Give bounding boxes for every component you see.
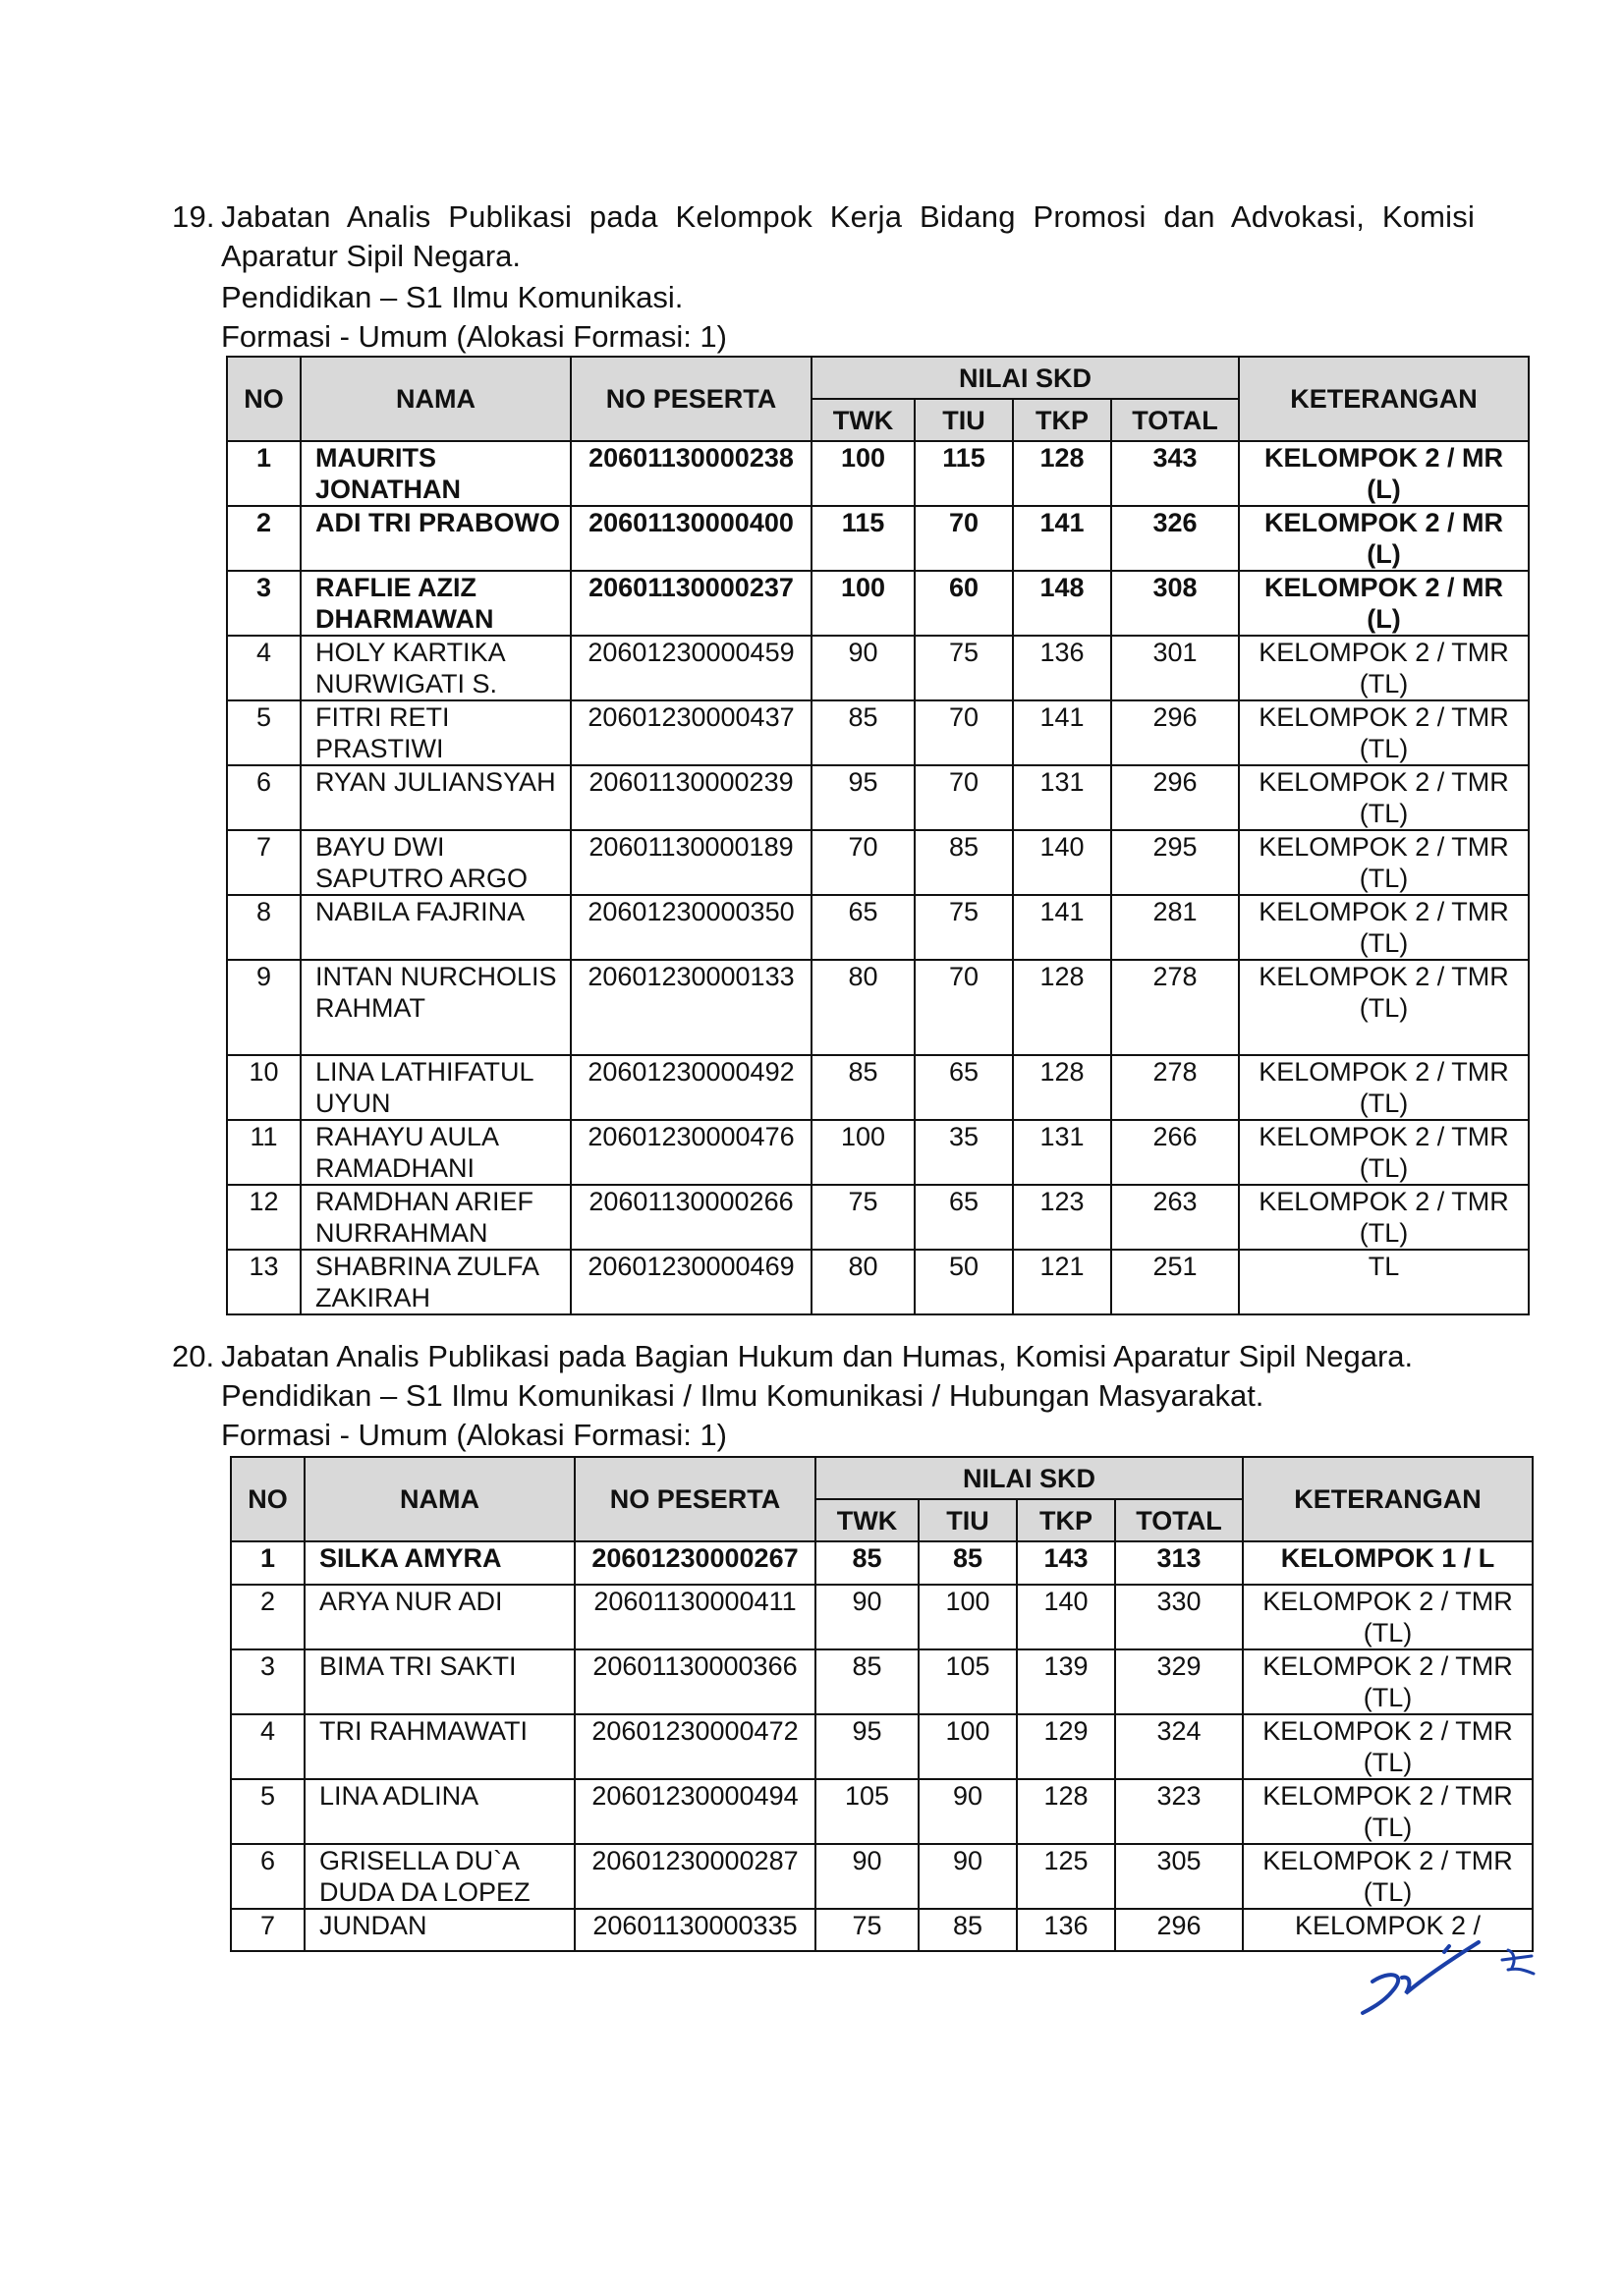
cell-nama: ARYA NUR ADI [305,1585,575,1649]
cell-total: 281 [1111,895,1239,960]
cell-no-peserta: 20601130000239 [571,765,812,830]
cell-no-peserta: 20601230000476 [571,1120,812,1185]
cell-no-peserta: 20601230000459 [571,636,812,700]
cell-keterangan: KELOMPOK 2 / TMR (TL) [1239,1120,1529,1185]
cell-tiu: 70 [915,765,1013,830]
cell-nama: LINA ADLINA [305,1779,575,1844]
table-row [227,1055,1529,1120]
cell-twk: 65 [812,895,915,960]
cell-total: 296 [1111,765,1239,830]
cell-no-peserta: 20601230000469 [571,1250,812,1314]
cell-keterangan: KELOMPOK 1 / L [1243,1541,1533,1585]
header-nilai-skd: NILAI SKD [812,357,1239,399]
cell-tiu: 85 [919,1541,1017,1585]
cell-no: 1 [227,441,301,506]
section-20-education: Pendidikan – S1 Ilmu Komunikasi / Ilmu Komunikasi / Hubungan Masyarakat. [221,1378,1264,1413]
cell-total: 308 [1111,571,1239,636]
cell-no: 3 [231,1649,305,1714]
cell-tkp: 136 [1017,1909,1115,1951]
section-20-results-table [230,1456,1534,1952]
header-tkp: TKP [1013,399,1111,441]
cell-nama: NABILA FAJRINA [301,895,571,960]
cell-tkp: 136 [1013,636,1111,700]
cell-no: 4 [227,636,301,700]
cell-keterangan: KELOMPOK 2 / [1243,1909,1533,1951]
table-row [227,506,1529,571]
cell-total: 313 [1115,1541,1243,1585]
cell-tkp: 131 [1013,765,1111,830]
cell-keterangan: KELOMPOK 2 / TMR (TL) [1239,765,1529,830]
section-20-title-line1: Jabatan Analis Publikasi pada Bagian Hukum dan Humas, Komisi Aparatur Sipil Negara. [221,1339,1414,1373]
cell-tiu: 75 [915,895,1013,960]
cell-tiu: 85 [919,1909,1017,1951]
cell-tkp: 128 [1013,1055,1111,1120]
header-tiu: TIU [915,399,1013,441]
cell-total: 323 [1115,1779,1243,1844]
cell-nama: JUNDAN [305,1909,575,1951]
cell-twk: 105 [815,1779,919,1844]
table-row [231,1714,1533,1779]
cell-keterangan: KELOMPOK 2 / TMR (TL) [1239,700,1529,765]
cell-total: 278 [1111,1055,1239,1120]
cell-keterangan: KELOMPOK 2 / TMR (TL) [1239,1185,1529,1250]
cell-tkp: 123 [1013,1185,1111,1250]
cell-nama: HOLY KARTIKA NURWIGATI S. [301,636,571,700]
table-row [231,1779,1533,1844]
cell-twk: 80 [812,960,915,1055]
cell-tkp: 128 [1013,441,1111,506]
cell-nama: FITRI RETI PRASTIWI [301,700,571,765]
table-row [231,1909,1533,1951]
cell-no: 9 [227,960,301,1055]
cell-tiu: 60 [915,571,1013,636]
table-row [227,1250,1529,1314]
section-19-table-body [227,441,1529,1314]
cell-nama: RAFLIE AZIZ DHARMAWAN [301,571,571,636]
cell-total: 266 [1111,1120,1239,1185]
cell-twk: 100 [812,441,915,506]
cell-nama: BAYU DWI SAPUTRO ARGO [301,830,571,895]
table-row [231,1649,1533,1714]
cell-tkp: 148 [1013,571,1111,636]
cell-keterangan: KELOMPOK 2 / TMR (TL) [1243,1649,1533,1714]
cell-tkp: 140 [1013,830,1111,895]
table-row [227,960,1529,1055]
cell-twk: 90 [815,1844,919,1909]
cell-no: 4 [231,1714,305,1779]
cell-tiu: 65 [915,1185,1013,1250]
header-no: NO [231,1457,305,1541]
cell-tkp: 143 [1017,1541,1115,1585]
cell-no-peserta: 20601230000287 [575,1844,815,1909]
header-nilai-skd: NILAI SKD [815,1457,1243,1499]
section-19-title-line2: Aparatur Sipil Negara. [221,239,521,273]
cell-nama: ADI TRI PRABOWO [301,506,571,571]
cell-twk: 115 [812,506,915,571]
section-19-number: 19. [172,199,215,234]
cell-no-peserta: 20601130000335 [575,1909,815,1951]
cell-keterangan: KELOMPOK 2 / TMR (TL) [1243,1585,1533,1649]
cell-no-peserta: 20601130000411 [575,1585,815,1649]
cell-no-peserta: 20601230000267 [575,1541,815,1585]
cell-no: 6 [227,765,301,830]
cell-twk: 70 [812,830,915,895]
cell-tkp: 141 [1013,895,1111,960]
cell-no-peserta: 20601230000350 [571,895,812,960]
cell-twk: 85 [815,1649,919,1714]
cell-keterangan: KELOMPOK 2 / TMR (TL) [1239,895,1529,960]
cell-keterangan: KELOMPOK 2 / MR (L) [1239,571,1529,636]
cell-total: 305 [1115,1844,1243,1909]
cell-keterangan: KELOMPOK 2 / MR (L) [1239,441,1529,506]
cell-total: 263 [1111,1185,1239,1250]
cell-tiu: 90 [919,1844,1017,1909]
header-twk: TWK [815,1499,919,1541]
cell-nama: SILKA AMYRA [305,1541,575,1585]
cell-no-peserta: 20601130000400 [571,506,812,571]
table-row [227,895,1529,960]
cell-no-peserta: 20601230000492 [571,1055,812,1120]
cell-keterangan: KELOMPOK 2 / TMR (TL) [1239,830,1529,895]
header-keterangan: KETERANGAN [1239,357,1529,441]
cell-keterangan: KELOMPOK 2 / TMR (TL) [1243,1779,1533,1844]
section-19-formation: Formasi - Umum (Alokasi Formasi: 1) [221,319,727,354]
cell-total: 301 [1111,636,1239,700]
cell-nama: LINA LATHIFATUL UYUN [301,1055,571,1120]
header-total: TOTAL [1115,1499,1243,1541]
cell-tiu: 100 [919,1714,1017,1779]
cell-total: 278 [1111,960,1239,1055]
table-row [227,700,1529,765]
cell-no: 13 [227,1250,301,1314]
section-19-results-table [226,356,1530,1315]
cell-tiu: 90 [919,1779,1017,1844]
cell-no-peserta: 20601130000189 [571,830,812,895]
cell-total: 295 [1111,830,1239,895]
cell-twk: 90 [815,1585,919,1649]
section-20-formation: Formasi - Umum (Alokasi Formasi: 1) [221,1418,727,1452]
cell-total: 329 [1115,1649,1243,1714]
cell-tkp: 128 [1017,1779,1115,1844]
cell-keterangan: KELOMPOK 2 / TMR (TL) [1239,636,1529,700]
header-tkp: TKP [1017,1499,1115,1541]
cell-tkp: 129 [1017,1714,1115,1779]
cell-nama: BIMA TRI SAKTI [305,1649,575,1714]
cell-tiu: 105 [919,1649,1017,1714]
cell-nama: RYAN JULIANSYAH [301,765,571,830]
cell-nama: SHABRINA ZULFA ZAKIRAH [301,1250,571,1314]
cell-no: 2 [231,1585,305,1649]
cell-tiu: 70 [915,700,1013,765]
table-row [227,830,1529,895]
cell-no: 3 [227,571,301,636]
cell-total: 343 [1111,441,1239,506]
cell-tiu: 115 [915,441,1013,506]
cell-total: 324 [1115,1714,1243,1779]
cell-twk: 85 [815,1541,919,1585]
header-no-peserta: NO PESERTA [571,357,812,441]
cell-nama: GRISELLA DU`A DUDA DA LOPEZ [305,1844,575,1909]
cell-total: 296 [1115,1909,1243,1951]
header-nama: NAMA [301,357,571,441]
cell-tkp: 139 [1017,1649,1115,1714]
cell-tiu: 100 [919,1585,1017,1649]
cell-no-peserta: 20601130000237 [571,571,812,636]
cell-no-peserta: 20601130000266 [571,1185,812,1250]
cell-twk: 100 [812,1120,915,1185]
table-row [231,1844,1533,1909]
cell-no: 12 [227,1185,301,1250]
table-row [227,1185,1529,1250]
header-no-peserta: NO PESERTA [575,1457,815,1541]
cell-tkp: 128 [1013,960,1111,1055]
cell-no: 2 [227,506,301,571]
cell-twk: 75 [812,1185,915,1250]
cell-no-peserta: 20601130000238 [571,441,812,506]
cell-tiu: 65 [915,1055,1013,1120]
cell-no: 7 [231,1909,305,1951]
cell-nama: MAURITS JONATHAN [301,441,571,506]
cell-keterangan: KELOMPOK 2 / TMR (TL) [1239,1055,1529,1120]
header-tiu: TIU [919,1499,1017,1541]
section-19-title-line1: Jabatan Analis Publikasi pada Kelompok Kerja Bidang Promosi dan Advokasi, Komisi [221,199,1476,234]
cell-total: 296 [1111,700,1239,765]
cell-twk: 100 [812,571,915,636]
table-row [231,1585,1533,1649]
cell-keterangan: TL [1239,1250,1529,1314]
cell-tiu: 70 [915,506,1013,571]
handwritten-initials-icon [1351,1930,1557,2024]
header-twk: TWK [812,399,915,441]
cell-no: 8 [227,895,301,960]
cell-twk: 75 [815,1909,919,1951]
cell-tkp: 131 [1013,1120,1111,1185]
cell-twk: 95 [812,765,915,830]
cell-twk: 80 [812,1250,915,1314]
cell-total: 251 [1111,1250,1239,1314]
header-nama: NAMA [305,1457,575,1541]
cell-no-peserta: 20601230000472 [575,1714,815,1779]
cell-tiu: 75 [915,636,1013,700]
cell-tkp: 121 [1013,1250,1111,1314]
cell-nama: RAHAYU AULA RAMADHANI [301,1120,571,1185]
cell-tiu: 70 [915,960,1013,1055]
header-total: TOTAL [1111,399,1239,441]
cell-tkp: 140 [1017,1585,1115,1649]
cell-keterangan: KELOMPOK 2 / TMR (TL) [1239,960,1529,1055]
table-row [227,636,1529,700]
cell-total: 326 [1111,506,1239,571]
cell-no-peserta: 20601230000437 [571,700,812,765]
cell-no: 1 [231,1541,305,1585]
cell-tiu: 50 [915,1250,1013,1314]
cell-no: 11 [227,1120,301,1185]
cell-twk: 95 [815,1714,919,1779]
cell-twk: 85 [812,1055,915,1120]
header-keterangan: KETERANGAN [1243,1457,1533,1541]
cell-no: 7 [227,830,301,895]
cell-nama: INTAN NURCHOLIS RAHMAT [301,960,571,1055]
section-20-number: 20. [172,1339,215,1373]
cell-no: 10 [227,1055,301,1120]
cell-nama: TRI RAHMAWATI [305,1714,575,1779]
cell-tkp: 141 [1013,700,1111,765]
cell-tkp: 141 [1013,506,1111,571]
cell-nama: RAMDHAN ARIEF NURRAHMAN [301,1185,571,1250]
header-no: NO [227,357,301,441]
cell-no: 5 [227,700,301,765]
table-row [227,765,1529,830]
cell-no-peserta: 20601130000366 [575,1649,815,1714]
table-row [227,441,1529,506]
table-row [227,1120,1529,1185]
cell-no-peserta: 20601230000133 [571,960,812,1055]
section-19-education: Pendidikan – S1 Ilmu Komunikasi. [221,280,684,314]
cell-tkp: 125 [1017,1844,1115,1909]
table-row [231,1541,1533,1585]
cell-no: 5 [231,1779,305,1844]
section-20-table-body [231,1541,1533,1951]
cell-twk: 85 [812,700,915,765]
cell-tiu: 35 [915,1120,1013,1185]
cell-total: 330 [1115,1585,1243,1649]
cell-keterangan: KELOMPOK 2 / MR (L) [1239,506,1529,571]
cell-no-peserta: 20601230000494 [575,1779,815,1844]
cell-keterangan: KELOMPOK 2 / TMR (TL) [1243,1714,1533,1779]
cell-twk: 90 [812,636,915,700]
cell-keterangan: KELOMPOK 2 / TMR (TL) [1243,1844,1533,1909]
cell-no: 6 [231,1844,305,1909]
cell-tiu: 85 [915,830,1013,895]
table-row [227,571,1529,636]
